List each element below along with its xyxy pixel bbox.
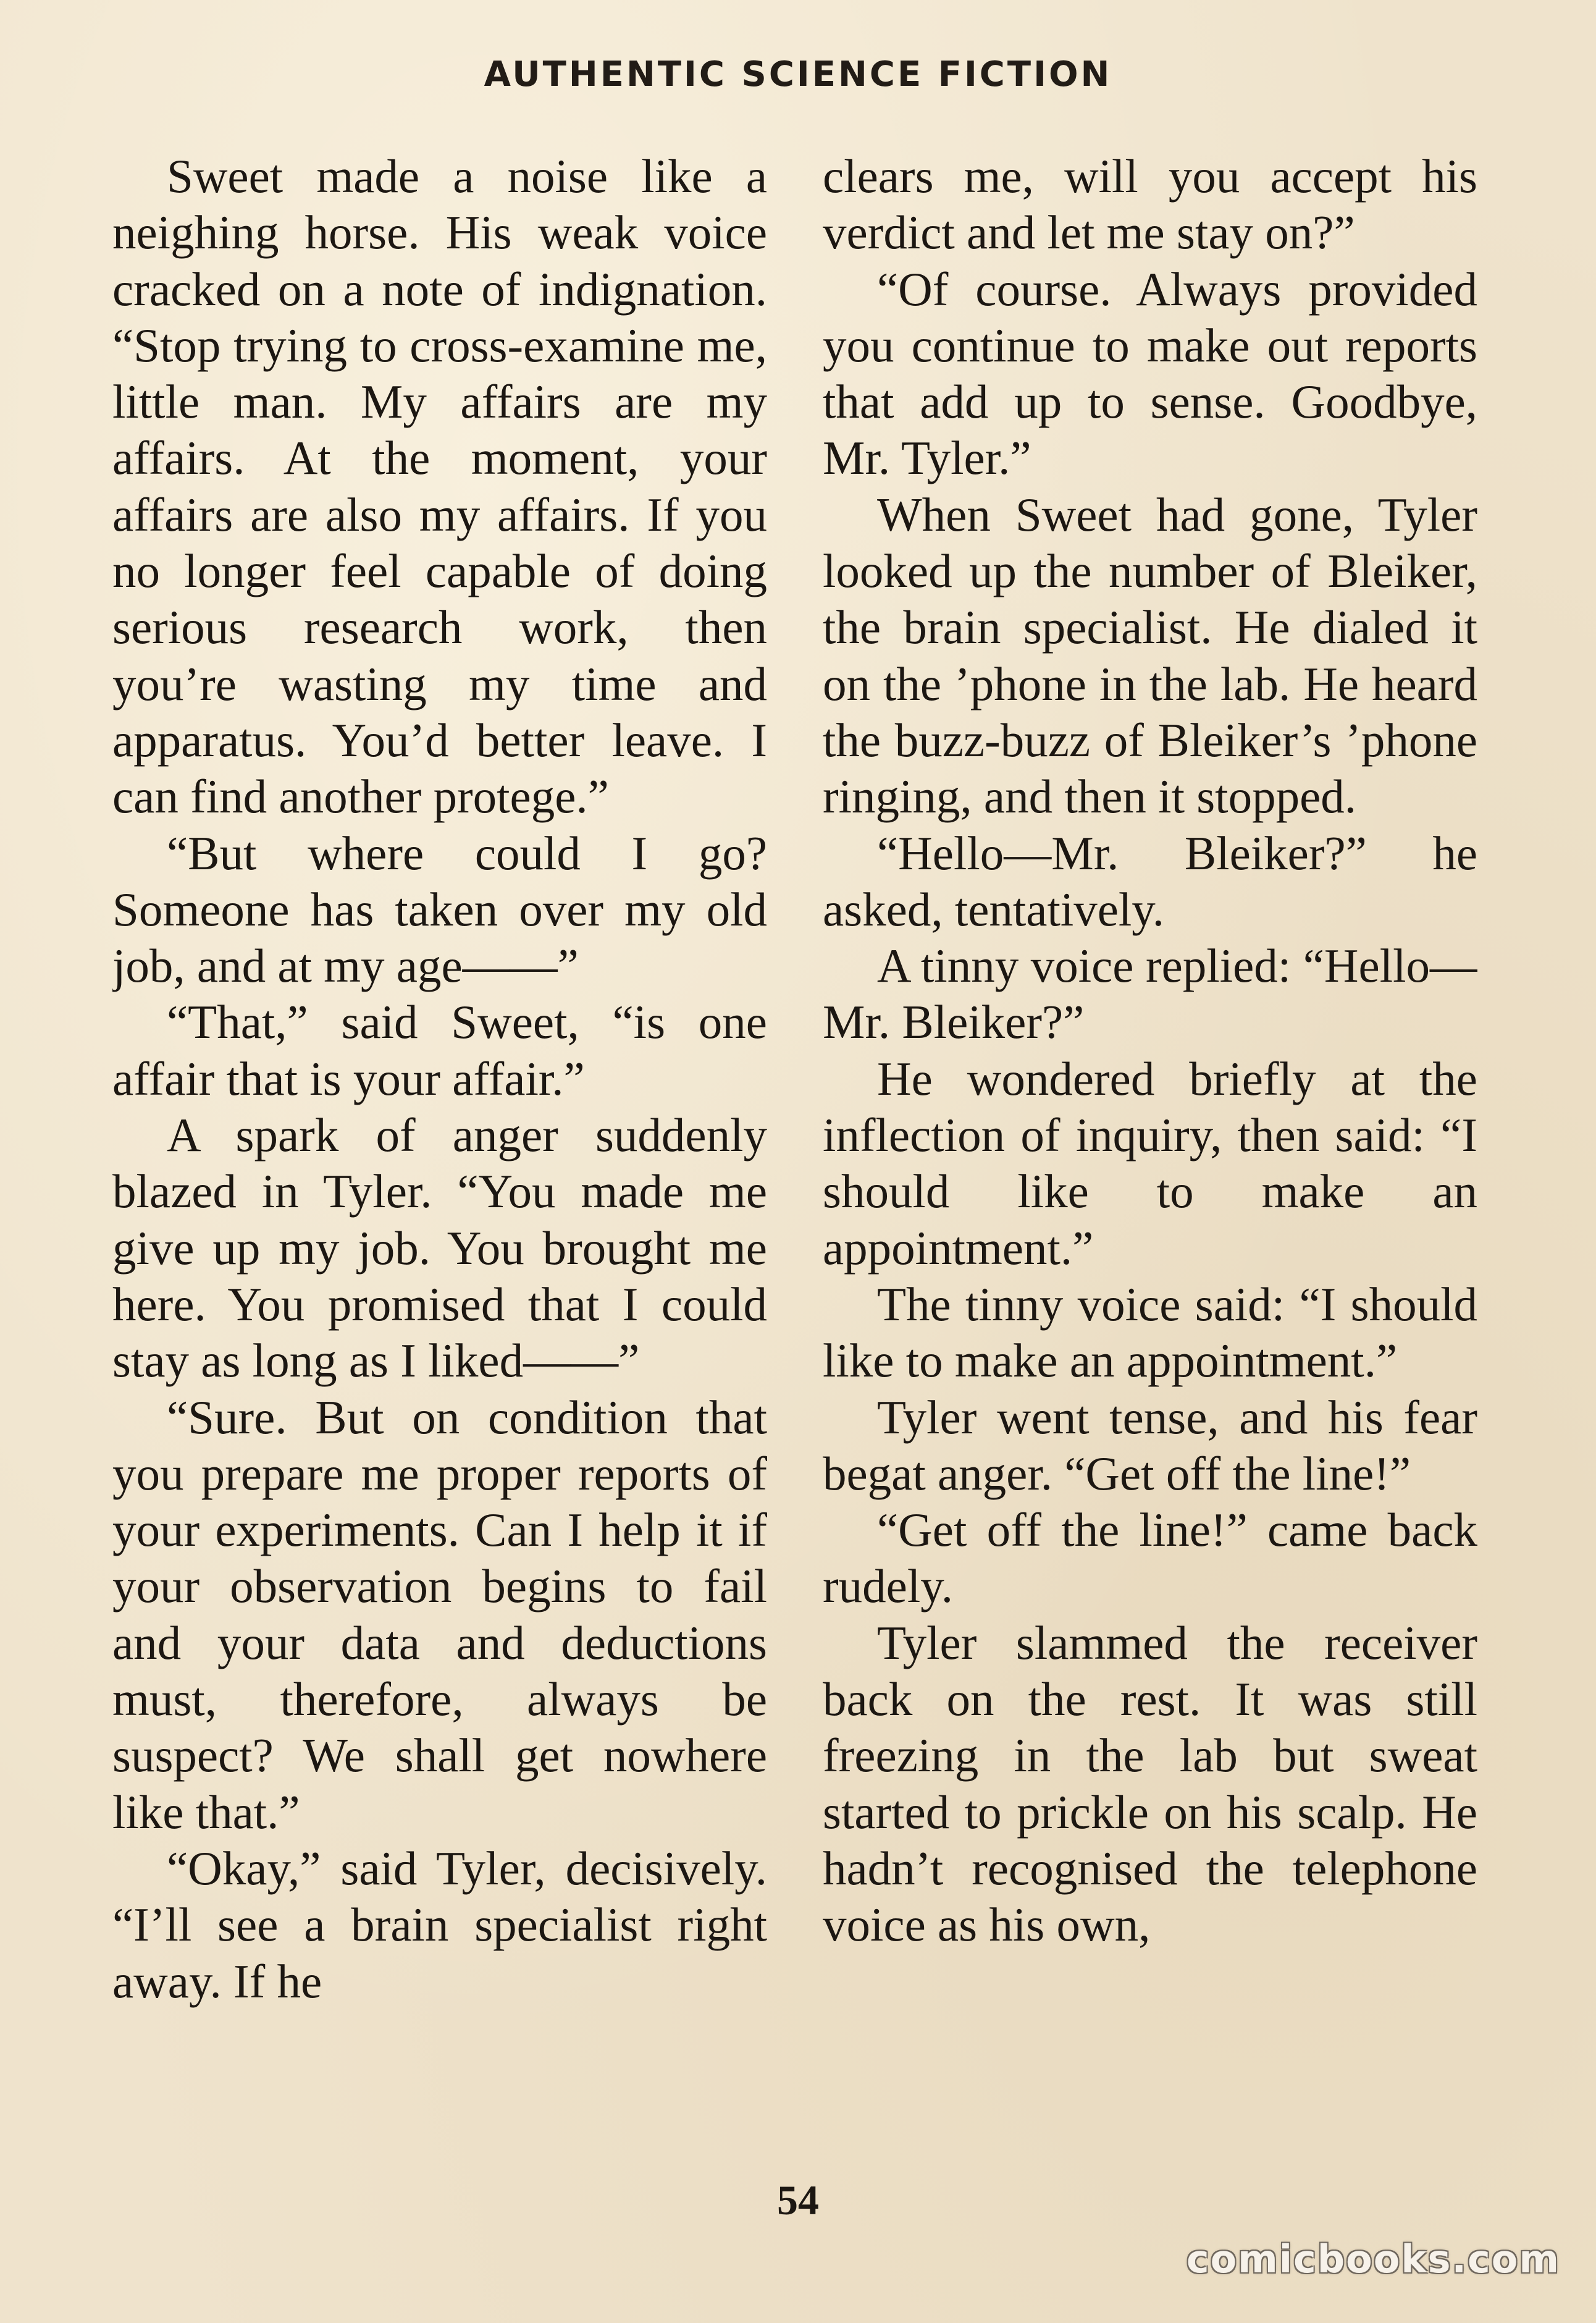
- paragraph: “That,” said Sweet, “is one affair that is your affair.”: [112, 995, 767, 1105]
- paragraph: A tinny voice replied: “Hello—Mr. Bleiker?”: [823, 939, 1477, 1049]
- paragraph: “Sure. But on condition that you prepare me proper reports of your experiments. Can I help it if your observation begins to fail and your data and deductions must, therefore, always be suspect? We shall get nowhere like that.”: [112, 1390, 767, 1839]
- paragraph: “Of course. Always provided you continue to make out reports that add up to sense. Goodbye, Mr. Tyler.”: [823, 262, 1477, 485]
- paragraph: clears me, will you accept his verdict and let me stay on?”: [823, 150, 1477, 259]
- paragraph: A spark of anger suddenly blazed in Tyler. “You made me give up my job. You brought me here. You promised that I could stay as long as I liked——”: [112, 1108, 767, 1388]
- text-column-left: [112, 148, 767, 2181]
- paragraph: “Get off the line!” came back rudely.: [823, 1503, 1477, 1613]
- paragraph: Sweet made a noise like a neighing horse. His weak voice cracked on a note of indignation. “Stop trying to cross-examine me, little man. My affairs are my affairs. At the moment, your affairs are also my affairs. If you no longer feel capable of doing serious research work, then you’re wasting my time and apparatus. You’d better leave. I can find another protege.”: [112, 150, 767, 824]
- page-number: 54: [777, 2177, 819, 2224]
- paragraph: “But where could I go? Someone has taken over my old job, and at my age——”: [112, 826, 767, 993]
- paragraph: Tyler went tense, and his fear begat anger. “Get off the line!”: [823, 1390, 1477, 1500]
- paragraph: He wondered briefly at the inflection of inquiry, then said: “I should like to make an appointment.”: [823, 1052, 1477, 1275]
- watermark: comicbooks.com: [1186, 2237, 1560, 2282]
- paragraph: “Okay,” said Tyler, decisively. “I’ll see a brain specialist right away. If he: [112, 1841, 767, 2008]
- paragraph: Tyler slammed the receiver back on the rest. It was still freezing in the lab but sweat started to prickle on his scalp. He hadn’t recognised the telephone voice as his own,: [823, 1616, 1477, 1952]
- paragraph: “Hello—Mr. Bleiker?” he asked, tentatively.: [823, 826, 1477, 936]
- paragraph: When Sweet had gone, Tyler looked up the number of Bleiker, the brain specialist. He dialed it on the ’phone in the lab. He heard the buzz-buzz of Bleiker’s ’phone ringing, and then it stopped.: [823, 487, 1477, 824]
- running-head: AUTHENTIC SCIENCE FICTION: [484, 54, 1112, 95]
- text-column-right: [823, 148, 1477, 2181]
- paragraph: The tinny voice said: “I should like to make an appointment.”: [823, 1277, 1477, 1388]
